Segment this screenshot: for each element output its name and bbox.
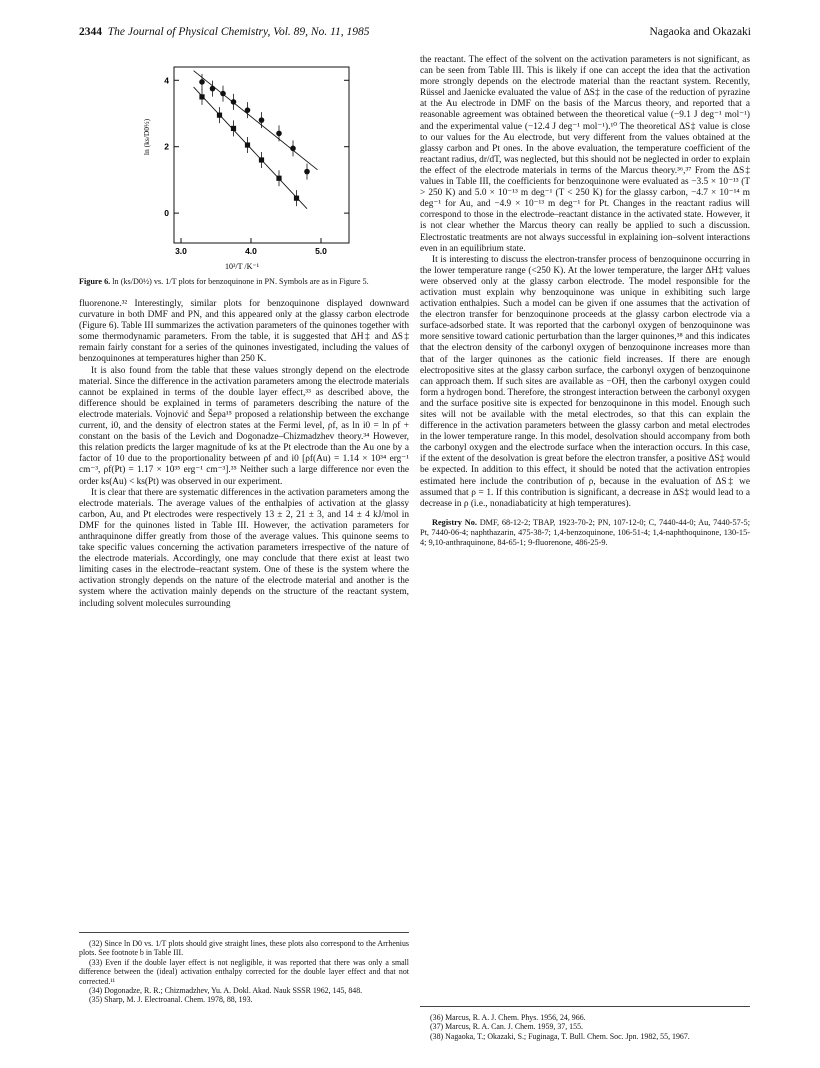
data-point [245,107,251,113]
left-paragraph-1: fluorenone.³² Interestingly, similar plots for benzoquinone displayed downward curvature in both DMF and PN, and this appeared only at the glassy carbon electrode (Figure 6). Table III summarizes the activation parameters of the quinones together with some thermodynamic parameters. From the table, it is suggested that ΔH‡ and ΔS‡ remain fairly constant for a series of the quinones investigated, including the values of benzoquinones at temperatures higher than 250 K. [79,299,409,365]
data-point [294,196,299,201]
right-paragraph-2: It is interesting to discuss the electron-transfer process of benzoquinone occurring in the lower temperature range (<250 K). At the lower temperature, the larger ΔH‡ values were observed only at the glassy carbon electrode. The model responsible for the activation must explain why benzoquinone was unique in exhibiting such large activation enthalpies. Such a model can be given if one assumes that the activation of the electron transfer for benzoquinone proceeds at the glassy carbon electrode via a surface-adsorbed state. It was reported that the carbonyl oxygen of benzoquinone was more sensitive toward cationic perturbation than the larger quinones,³⁸ and this indicates that the electron density of the carbonyl oxygen of benzoquinone increases more than that of the larger quinones as the cationic field increases. If there are enough electropositive sites at the glassy carbon surface, the carbonyl oxygen of benzoquinone can approach them. If such sites are available as −OH, then the carbonyl oxygen could form a hydrogen bond. Therefore, the strongest interaction between the carbonyl oxygen and the surface positive site is expected for benzoquinone in this model. Enough such sites will not be available with the metal electrodes, so that this can explain the difference in the activation parameters between the glassy carbon and metal electrodes in the lower temperature range. In this model, desolvation should accompany from both the carbonyl oxygen and the electrode surface when the interaction occurs. In this case, if the extent of the desolvation is great before the electron transfer, a positive ΔS‡ would be expected. In addition to this effect, it should be noted that the activation entropies estimated here include the contribution of ρ, because in the evaluation of ΔS‡ we assumed that ρ = 1. If this contribution is significant, a decrease in ΔS‡ would lead to a decrease in ρ (i.e., nonadiabaticity at high temperatures). [420,254,750,509]
data-point [304,169,310,175]
data-point [199,79,205,85]
page-header [79,26,751,42]
figure-caption [79,277,409,287]
footnote-37: (37) Marcus, R. A. Can. J. Chem. 1959, 37, 155. [430,1022,583,1032]
registry-numbers [420,518,750,548]
footnote-33: (33) Even if the double layer effect is not negligible, it was reported that there was only a small difference between the (ideal) activation enthalpy corrected for the double layer effect and that not corrected.¹¹ [79,957,409,986]
journal-title: The Journal of Physical Chemistry, Vol. 89, No. 11, 1985 [107,26,370,38]
data-point [210,86,216,92]
left-column [79,55,409,610]
y-tick-label: 4 [164,75,169,86]
data-point [199,94,204,99]
y-tick-label: 2 [164,141,169,152]
figure-caption-label: Figure 6. [79,277,111,286]
data-point [220,91,226,97]
y-axis-label: ln (ks/D0½) [142,118,151,156]
footnote-38: (38) Nagaoka, T.; Okazaki, S.; Fuginaga, T. Bull. Chem. Soc. Jpn. 1982, 55, 1967. [430,1031,690,1041]
data-point [245,142,250,147]
footnote-35: (35) Sharp, M. J. Electroanal. Chem. 1978, 88, 193. [89,995,253,1005]
left-paragraph-3: It is clear that there are systematic differences in the activation parameters among the electrode materials. The average values of the enthalpies of activation at the glassy carbon, Au, and Pt electrodes were respectively 13 ± 2, 21 ± 3, and 14 ± 4 kJ/mol in DMF for the quinones listed in Table III. However, the activation parameters for anthraquinone differ greatly from those of the average values. This quinone seems to take specific values concerning the activation parameters irrespective of the nature of the electrode materials. Accordingly, one may conclude that there exist at least two limiting cases in the electrode–reactant system. One of these is the system where the activation strongly depends on the nature of the electrode material and another is the system where the activation mainly depends on the structure of the reactant system, including solvent molecules surrounding [79,487,409,609]
right-footnotes [420,1006,750,1041]
footnote-rule [79,932,409,933]
left-footnotes [79,932,409,1005]
header-left [79,26,369,38]
data-point [231,99,237,105]
footnote-rule [420,1006,750,1007]
footnote-32: (32) Since ln D0 vs. 1/T plots should give straight lines, these plots also correspond to the Arrhenius plots. See footnote b in Table III. [79,939,409,958]
x-tick-label: 4.0 [245,246,257,256]
registry-label: Registry No. [432,517,477,527]
data-point [276,176,281,181]
left-paragraph-2: It is also found from the table that these values strongly depend on the electrode material. Since the difference in the activation parameters among the electrode materials cannot be explained in terms of the double layer effect,³³ as described above, the difference should be explained in terms of parameters describing the nature of the electrode materials. Vojnović and Šepa¹⁵ proposed a relationship between the exchange current, i0, and the density of electron states at the Fermi level, ρf, as ln i0 = ln ρf + constant on the basis of the Levich and Dogonadze–Chizmadzhev theory.³⁴ However, this relation predicts the larger magnitude of ks at the Pt electrode than the Au one by a factor of 10 due to the proportionality between ρf and i0 [ρf(Au) = 1.14 × 10³⁴ erg⁻¹ cm⁻³, ρf(Pt) = 1.17 × 10³⁵ erg⁻¹ cm⁻³].³⁵ Neither such a large difference nor even the order ks(Au) < ks(Pt) was observed in our experiment. [79,365,409,487]
data-point [276,131,282,137]
registry-text: DMF, 68-12-2; TBAP, 1923-70-2; PN, 107-12-0; C, 7440-44-0; Au, 7440-57-5; Pt, 7440-06-4; naphthazarin, 475-38-7; 1,4-benzoquinone, 106-51-4; 1,4-naphthoquinone, 130-15-4; 9,10-anthraquinone, 84-65-1; 9-fluorenone, 486-25-9. [420,517,750,547]
data-point [259,117,265,123]
plot-frame [164,67,349,256]
data-point [217,113,222,118]
footnote-36: (36) Marcus, R. A. J. Chem. Phys. 1956, 24, 966. [430,1013,586,1022]
page-number: 2344 [79,26,102,38]
data-point [231,126,236,131]
plot-marks [194,71,318,209]
right-column [420,55,750,548]
x-tick-label: 3.0 [175,246,187,256]
footnote-34: (34) Dogonadze, R. R.; Chizmadzhev, Yu. A. Dokl. Akad. Nauk SSSR 1962, 145, 848. [89,986,363,996]
y-tick-label: 0 [164,208,169,219]
header-authors: Nagaoka and Okazaki [649,26,751,38]
x-tick-label: 5.0 [315,246,327,256]
figure-6-plot [79,55,409,275]
data-point [290,146,296,152]
figure-6 [79,55,409,275]
data-point [259,157,264,162]
figure-caption-text: ln (ks/D0½) vs. 1/T plots for benzoquinone in PN. Symbols are as in Figure 5. [112,277,369,286]
right-paragraph-1: the reactant. The effect of the solvent on the activation parameters is not significant, as can be seen from Table III. This is likely if one can accept the idea that the activation more strongly depends on the electrode material than the reactant system. Recently, Rüssel and Jaenicke evaluated the value of ΔS‡ in the case of the reduction of pyrazine at the Au electrode in DMF on the basis of the Marcus theory, and reported that a reasonable agreement was obtained between the theoretical value (−9.1 J deg⁻¹ mol⁻¹) and the experimental value (−12.4 J deg⁻¹ mol⁻¹).¹⁰ The theoretical ΔS‡ value is close to our values for the Au electrode, but very different from the values obtained at the glassy carbon and Pt ones. In the above evaluation, the temperature coefficient of the reactant radius, dr/dT, was neglected, but this should not be neglected in order to explain the effect of the electrode materials in terms of the Marcus theory.³⁶,³⁷ From the ΔS‡ values in Table III, the coefficients for benzoquinone were evaluated as −3.5 × 10⁻¹³ (T > 250 K) and 5.0 × 10⁻¹³ m deg⁻¹ (T < 250 K) for the glassy carbon, −4.7 × 10⁻¹⁴ m deg⁻¹ for Au, and −4.9 × 10⁻¹³ m deg⁻¹ for Pt. Changes in the reactant radius will correspond to those in the electrode–reactant distance in the activated state. However, it is not clear whether the Marcus theory can really be applied to such a discussion. Electrostatic treatments are not always successful in explaining ion–solvent interactions even in an equilibrium state. [420,55,750,254]
x-axis-label: 10³/T /K⁻¹ [225,262,259,271]
